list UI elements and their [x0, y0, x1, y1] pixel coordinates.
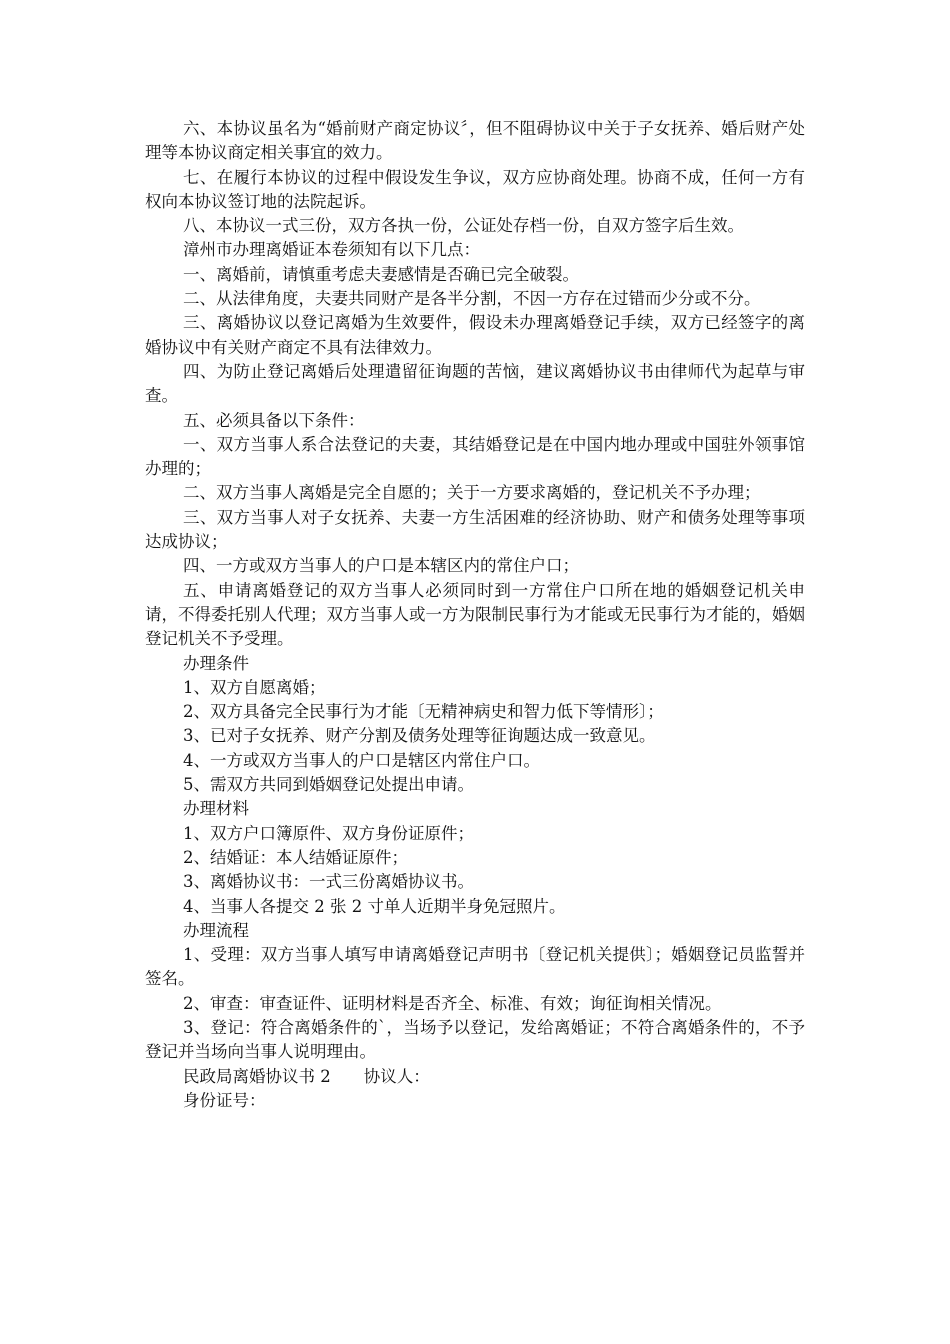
section-heading: 办理材料 [183, 799, 249, 819]
document-body [145, 117, 805, 1113]
paragraph: 一、双方当事人系合法登记的夫妻，其结婚登记是在中国内地办理或中国驻外领事馆办理的； [145, 434, 805, 479]
list-item: 1、受理：双方当事人填写申请离婚登记声明书〔登记机关提供〕；婚姻登记员监誓并签名。 [145, 945, 805, 989]
paragraph: 二、从法律角度，夫妻共同财产是各半分割，不因一方存在过错而少分或不分。 [183, 289, 761, 309]
list-item: 2、结婚证：本人结婚证原件； [183, 847, 408, 867]
section-heading: 办理流程 [183, 920, 249, 940]
paragraph: 四、一方或双方当事人的户口是本辖区内的常住户口； [183, 556, 579, 576]
list-item: 1、双方户口簿原件、双方身份证原件； [183, 823, 474, 843]
paragraph: 三、离婚协议以登记离婚为生效要件，假设未办理离婚登记手续，双方已经签字的离婚协议中有关财产商定不具有法律效力。 [145, 313, 805, 357]
paragraph: 一、离婚前，请慎重考虑夫妻感情是否确已完全破裂。 [183, 264, 579, 284]
list-item: 4、一方或双方当事人的户口是辖区内常住户口。 [183, 750, 540, 770]
paragraph: 二、双方当事人离婚是完全自愿的；关于一方要求离婚的，登记机关不予办理； [183, 483, 761, 503]
list-item: 2、双方具备完全民事行为才能〔无精神病史和智力低下等情形〕； [183, 702, 664, 722]
list-item: 4、当事人各提交 2 张 2 寸单人近期半身免冠照片。 [183, 896, 566, 916]
paragraph: 六、本协议虽名为“婚前财产商定协议〞，但不阻碍协议中关于子女抚养、婚后财产处理等本协议商定相关事宜的效力。 [145, 119, 805, 163]
list-item: 3、已对子女抚养、财产分割及债务处理等征询题达成一致意见。 [183, 726, 656, 746]
section-heading: 民政局离婚协议书 2 协议人： [183, 1066, 430, 1086]
list-item: 3、离婚协议书：一式三份离婚协议书。 [183, 872, 474, 892]
paragraph: 五、必须具备以下条件： [183, 410, 365, 430]
section-heading: 漳州市办理离婚证本卷须知有以下几点： [183, 240, 480, 260]
paragraph: 七、在履行本协议的过程中假设发生争议，双方应协商处理。协商不成，任何一方有权向本协议签订地的法院起诉。 [145, 167, 805, 211]
paragraph: 三、双方当事人对子女抚养、夫妻一方生活困难的经济协助、财产和债务处理等事项达成协议； [145, 507, 805, 552]
paragraph: 八、本协议一式三份，双方各执一份，公证处存档一份，自双方签字后生效。 [183, 216, 744, 236]
list-item: 3、登记：符合离婚条件的`，当场予以登记，发给离婚证；不符合离婚条件的，不予登记并当场向当事人说明理由。 [145, 1017, 805, 1062]
paragraph: 五、申请离婚登记的双方当事人必须同时到一方常住户口所在地的婚姻登记机关申请，不得委托别人代理；双方当事人或一方为限制民事行为才能或无民事行为才能的，婚姻登记机关不予受理。 [145, 580, 805, 649]
paragraph: 四、为防止登记离婚后处理遣留征询题的苦恼，建议离婚协议书由律师代为起草与审查。 [145, 361, 805, 406]
section-heading: 办理条件 [183, 653, 249, 673]
paragraph: 身份证号： [183, 1090, 266, 1110]
list-item: 5、需双方共同到婚姻登记处提出申请。 [183, 775, 474, 795]
list-item: 2、审查：审查证件、证明材料是否齐全、标准、有效；询征询相关情况。 [183, 993, 722, 1013]
list-item: 1、双方自愿离婚； [183, 677, 326, 697]
